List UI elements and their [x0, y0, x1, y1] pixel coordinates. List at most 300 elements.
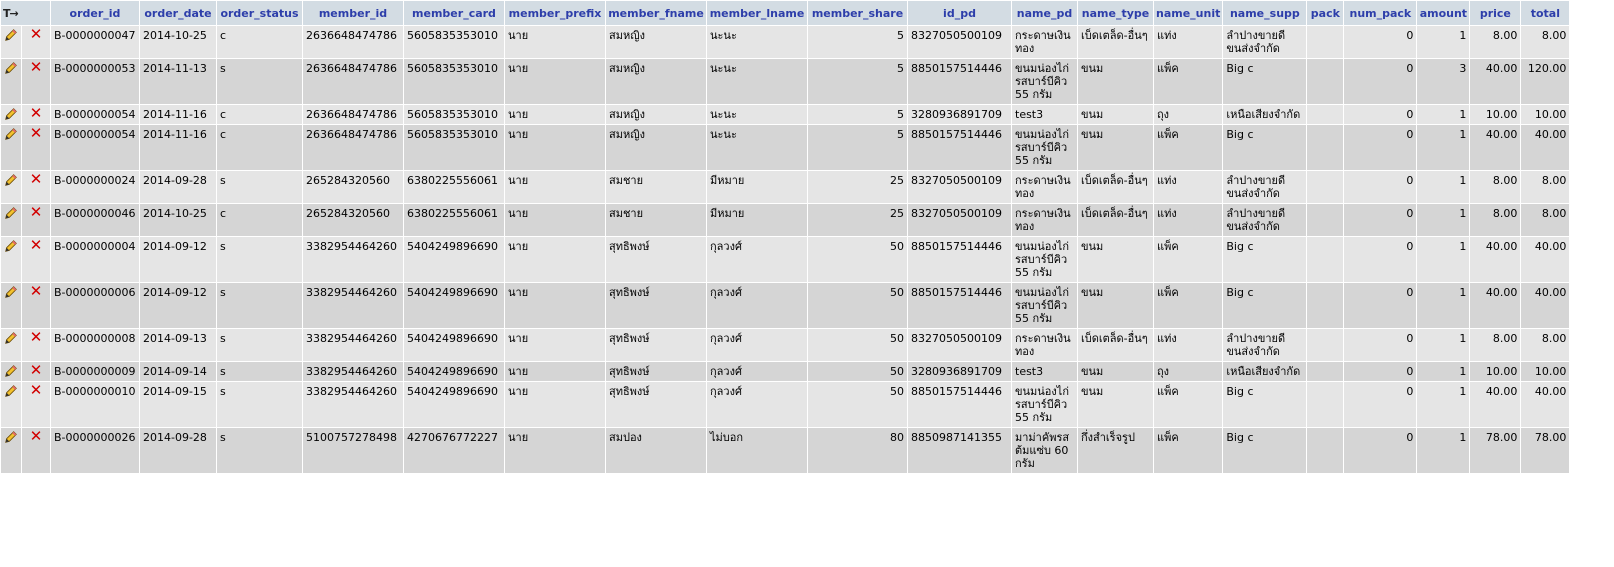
col-header[interactable]: order_status [217, 1, 302, 25]
col-header[interactable]: id_pd [908, 1, 1011, 25]
cell-name_supp: Big c [1223, 237, 1306, 282]
cell-id_pd: 3280936891709 [908, 105, 1011, 124]
edit-cell[interactable] [1, 105, 21, 124]
edit-cell[interactable] [1, 428, 21, 473]
sort-corner[interactable] [1, 1, 50, 25]
delete-cell[interactable] [22, 382, 50, 427]
delete-x-icon[interactable]: ✕ [29, 283, 43, 300]
cell-amount: 1 [1417, 237, 1469, 282]
cell-member_lname: นะนะ [707, 105, 807, 124]
cell-num_pack: 0 [1344, 329, 1416, 361]
cell-name_type: เบ็ดเตล็ด-อื่นๆ [1078, 26, 1153, 58]
delete-cell[interactable] [22, 59, 50, 104]
table-row [1, 59, 1569, 104]
edit-cell[interactable] [1, 283, 21, 328]
delete-x-icon[interactable]: ✕ [29, 329, 43, 346]
cell-name_pd: test3 [1012, 105, 1077, 124]
edit-cell[interactable] [1, 26, 21, 58]
cell-order_id: B-0000000006 [51, 283, 139, 328]
pencil-edit-icon[interactable] [4, 61, 18, 75]
cell-num_pack: 0 [1344, 204, 1416, 236]
cell-id_pd: 8850157514446 [908, 125, 1011, 170]
cell-name_unit: แพ็ค [1154, 237, 1222, 282]
cell-order_date: 2014-09-28 [140, 428, 216, 473]
cell-member_fname: สุทธิพงษ์ [606, 382, 706, 427]
cell-member_share: 50 [808, 237, 907, 282]
cell-member_share: 5 [808, 125, 907, 170]
cell-name_type: เบ็ดเตล็ด-อื่นๆ [1078, 204, 1153, 236]
delete-x-icon[interactable]: ✕ [29, 125, 43, 142]
delete-x-icon[interactable]: ✕ [29, 362, 43, 379]
cell-id_pd: 8850987141355 [908, 428, 1011, 473]
cell-member_share: 50 [808, 283, 907, 328]
cell-amount: 3 [1417, 59, 1469, 104]
cell-total: 78.00 [1521, 428, 1569, 473]
cell-price: 40.00 [1470, 59, 1520, 104]
cell-member_prefix: นาย [505, 125, 605, 170]
cell-name_supp: ลำปางขายดีขนส่งจำกัด [1223, 329, 1306, 361]
delete-x-icon[interactable]: ✕ [29, 105, 43, 122]
table-row [1, 382, 1569, 427]
cell-num_pack: 0 [1344, 125, 1416, 170]
cell-member_prefix: นาย [505, 59, 605, 104]
cell-pack [1307, 125, 1343, 170]
cell-id_pd: 8850157514446 [908, 237, 1011, 282]
delete-x-icon[interactable]: ✕ [29, 428, 43, 445]
table-row [1, 428, 1569, 473]
cell-total: 8.00 [1521, 26, 1569, 58]
cell-member_card: 5605835353010 [404, 125, 504, 170]
cell-member_share: 5 [808, 105, 907, 124]
table-body [1, 26, 1569, 473]
delete-x-icon[interactable]: ✕ [29, 171, 43, 188]
table-row [1, 237, 1569, 282]
delete-x-icon[interactable]: ✕ [29, 382, 43, 399]
table-row [1, 329, 1569, 361]
col-header[interactable]: member_id [303, 1, 403, 25]
cell-name_supp: ลำปางขายดีขนส่งจำกัด [1223, 26, 1306, 58]
cell-member_lname: นะนะ [707, 125, 807, 170]
cell-name_type: กึ่งสำเร็จรูป [1078, 428, 1153, 473]
cell-amount: 1 [1417, 171, 1469, 203]
cell-price: 10.00 [1470, 105, 1520, 124]
cell-member_card: 5605835353010 [404, 26, 504, 58]
cell-name_unit: แท่ง [1154, 329, 1222, 361]
cell-price: 8.00 [1470, 329, 1520, 361]
cell-num_pack: 0 [1344, 428, 1416, 473]
col-header[interactable]: member_lname [707, 1, 807, 25]
delete-cell[interactable] [22, 237, 50, 282]
cell-order_status: s [217, 171, 302, 203]
delete-cell[interactable] [22, 362, 50, 381]
cell-name_unit: แท่ง [1154, 26, 1222, 58]
cell-name_type: ขนม [1078, 105, 1153, 124]
cell-amount: 1 [1417, 26, 1469, 58]
cell-total: 40.00 [1521, 382, 1569, 427]
cell-member_prefix: นาย [505, 204, 605, 236]
cell-order_status: c [217, 26, 302, 58]
cell-name_unit: แท่ง [1154, 204, 1222, 236]
cell-member_id: 2636648474786 [303, 125, 403, 170]
cell-member_fname: สมปอง [606, 428, 706, 473]
cell-total: 8.00 [1521, 204, 1569, 236]
cell-member_share: 25 [808, 171, 907, 203]
col-header[interactable]: pack [1307, 1, 1343, 25]
table-row [1, 171, 1569, 203]
cell-member_lname: นะนะ [707, 26, 807, 58]
cell-num_pack: 0 [1344, 237, 1416, 282]
pencil-edit-icon[interactable] [4, 127, 18, 141]
cell-name_supp: ลำปางขายดีขนส่งจำกัด [1223, 204, 1306, 236]
cell-order_date: 2014-09-28 [140, 171, 216, 203]
cell-name_supp: Big c [1223, 59, 1306, 104]
cell-id_pd: 8327050500109 [908, 204, 1011, 236]
cell-member_card: 4270676772227 [404, 428, 504, 473]
col-header[interactable]: member_share [808, 1, 907, 25]
cell-member_card: 5605835353010 [404, 105, 504, 124]
cell-price: 40.00 [1470, 283, 1520, 328]
cell-order_status: c [217, 204, 302, 236]
cell-name_type: ขนม [1078, 237, 1153, 282]
cell-name_type: เบ็ดเตล็ด-อื่นๆ [1078, 171, 1153, 203]
cell-member_fname: สมหญิง [606, 59, 706, 104]
pencil-edit-icon[interactable] [4, 28, 18, 42]
cell-pack [1307, 59, 1343, 104]
cell-order_status: s [217, 283, 302, 328]
cell-member_share: 25 [808, 204, 907, 236]
delete-x-icon[interactable]: ✕ [29, 237, 43, 254]
cell-num_pack: 0 [1344, 382, 1416, 427]
cell-id_pd: 8850157514446 [908, 59, 1011, 104]
pencil-edit-icon[interactable] [4, 331, 18, 345]
cell-member_card: 6380225556061 [404, 171, 504, 203]
cell-name_pd: ขนมน่องไก่รสบาร์บีคิว 55 กรัม [1012, 283, 1077, 328]
col-header[interactable]: member_prefix [505, 1, 605, 25]
edit-cell[interactable] [1, 382, 21, 427]
cell-member_prefix: นาย [505, 428, 605, 473]
cell-total: 10.00 [1521, 105, 1569, 124]
cell-order_id: B-0000000026 [51, 428, 139, 473]
col-header[interactable]: num_pack [1344, 1, 1416, 25]
pencil-edit-icon[interactable] [4, 206, 18, 220]
t-arrow-icon[interactable]: T→ [3, 6, 18, 20]
cell-member_lname: มีหมาย [707, 204, 807, 236]
cell-name_pd: กระดาษเงินทอง [1012, 329, 1077, 361]
cell-member_lname: กุลวงศ์ [707, 382, 807, 427]
col-header[interactable]: name_type [1078, 1, 1153, 25]
col-header[interactable]: order_date [140, 1, 216, 25]
cell-order_id: B-0000000054 [51, 125, 139, 170]
cell-member_share: 5 [808, 59, 907, 104]
cell-order_date: 2014-09-13 [140, 329, 216, 361]
cell-member_fname: สุทธิพงษ์ [606, 329, 706, 361]
pencil-edit-icon[interactable] [4, 430, 18, 444]
header-row [1, 1, 1569, 25]
cell-pack [1307, 362, 1343, 381]
cell-amount: 1 [1417, 125, 1469, 170]
cell-amount: 1 [1417, 329, 1469, 361]
cell-member_prefix: นาย [505, 171, 605, 203]
cell-total: 120.00 [1521, 59, 1569, 104]
cell-member_prefix: นาย [505, 362, 605, 381]
cell-order_date: 2014-09-15 [140, 382, 216, 427]
delete-x-icon[interactable]: ✕ [29, 204, 43, 221]
delete-x-icon[interactable]: ✕ [29, 59, 43, 76]
cell-price: 8.00 [1470, 171, 1520, 203]
cell-name_unit: แพ็ค [1154, 125, 1222, 170]
cell-order_date: 2014-10-25 [140, 26, 216, 58]
cell-order_status: s [217, 382, 302, 427]
cell-order_status: s [217, 329, 302, 361]
col-header[interactable]: total [1521, 1, 1569, 25]
pencil-edit-icon[interactable] [4, 107, 18, 121]
cell-member_lname: กุลวงศ์ [707, 329, 807, 361]
cell-order_id: B-0000000008 [51, 329, 139, 361]
table-row [1, 26, 1569, 58]
cell-member_card: 5605835353010 [404, 59, 504, 104]
cell-name_supp: ลำปางขายดีขนส่งจำกัด [1223, 171, 1306, 203]
cell-member_prefix: นาย [505, 283, 605, 328]
delete-cell[interactable] [22, 204, 50, 236]
cell-num_pack: 0 [1344, 26, 1416, 58]
cell-price: 10.00 [1470, 362, 1520, 381]
cell-order_id: B-0000000054 [51, 105, 139, 124]
edit-cell[interactable] [1, 237, 21, 282]
cell-member_share: 50 [808, 382, 907, 427]
cell-order_id: B-0000000004 [51, 237, 139, 282]
cell-member_card: 5404249896690 [404, 329, 504, 361]
cell-member_fname: สุทธิพงษ์ [606, 362, 706, 381]
cell-order_status: s [217, 362, 302, 381]
cell-id_pd: 8327050500109 [908, 171, 1011, 203]
cell-member_share: 50 [808, 362, 907, 381]
cell-pack [1307, 204, 1343, 236]
cell-member_fname: สมชาย [606, 204, 706, 236]
cell-member_share: 80 [808, 428, 907, 473]
cell-member_fname: สุทธิพงษ์ [606, 283, 706, 328]
cell-member_fname: สมชาย [606, 171, 706, 203]
cell-price: 8.00 [1470, 204, 1520, 236]
cell-name_supp: เหนือเสียงจำกัด [1223, 105, 1306, 124]
cell-amount: 1 [1417, 428, 1469, 473]
table-row [1, 283, 1569, 328]
col-header[interactable]: name_unit [1154, 1, 1222, 25]
col-header[interactable]: member_card [404, 1, 504, 25]
cell-name_unit: แท่ง [1154, 171, 1222, 203]
edit-cell[interactable] [1, 125, 21, 170]
cell-id_pd: 8850157514446 [908, 283, 1011, 328]
cell-total: 40.00 [1521, 283, 1569, 328]
cell-name_unit: แพ็ค [1154, 428, 1222, 473]
cell-price: 40.00 [1470, 125, 1520, 170]
cell-member_prefix: นาย [505, 105, 605, 124]
cell-total: 40.00 [1521, 125, 1569, 170]
delete-cell[interactable] [22, 105, 50, 124]
cell-total: 10.00 [1521, 362, 1569, 381]
table-row [1, 362, 1569, 381]
cell-name_pd: กระดาษเงินทอง [1012, 204, 1077, 236]
cell-order_status: c [217, 125, 302, 170]
cell-name_pd: มาม่าคัพรสต้มแซ่บ 60 กรัม [1012, 428, 1077, 473]
cell-pack [1307, 237, 1343, 282]
cell-pack [1307, 283, 1343, 328]
cell-member_id: 2636648474786 [303, 26, 403, 58]
cell-amount: 1 [1417, 362, 1469, 381]
table-row [1, 125, 1569, 170]
cell-name_pd: ขนมน่องไก่รสบาร์บีคิว 55 กรัม [1012, 237, 1077, 282]
edit-cell[interactable] [1, 171, 21, 203]
cell-member_fname: สมหญิง [606, 26, 706, 58]
cell-member_prefix: นาย [505, 26, 605, 58]
cell-member_fname: สมหญิง [606, 125, 706, 170]
cell-name_unit: แพ็ค [1154, 283, 1222, 328]
cell-name_supp: Big c [1223, 283, 1306, 328]
cell-name_pd: ขนมน่องไก่รสบาร์บีคิว 55 กรัม [1012, 59, 1077, 104]
cell-num_pack: 0 [1344, 283, 1416, 328]
delete-cell[interactable] [22, 26, 50, 58]
pencil-edit-icon[interactable] [4, 384, 18, 398]
col-header[interactable]: amount [1417, 1, 1469, 25]
cell-order_date: 2014-09-12 [140, 237, 216, 282]
cell-member_id: 3382954464260 [303, 362, 403, 381]
cell-member_card: 5404249896690 [404, 362, 504, 381]
cell-pack [1307, 105, 1343, 124]
pencil-edit-icon[interactable] [4, 173, 18, 187]
cell-member_card: 6380225556061 [404, 204, 504, 236]
edit-cell[interactable] [1, 362, 21, 381]
cell-order_id: B-0000000010 [51, 382, 139, 427]
col-header[interactable]: name_pd [1012, 1, 1077, 25]
cell-order_date: 2014-11-13 [140, 59, 216, 104]
cell-name_supp: Big c [1223, 125, 1306, 170]
cell-order_id: B-0000000009 [51, 362, 139, 381]
cell-member_card: 5404249896690 [404, 382, 504, 427]
cell-order_status: s [217, 428, 302, 473]
cell-amount: 1 [1417, 283, 1469, 328]
cell-member_lname: กุลวงศ์ [707, 362, 807, 381]
delete-cell[interactable] [22, 283, 50, 328]
col-header[interactable]: name_supp [1223, 1, 1306, 25]
cell-order_date: 2014-11-16 [140, 105, 216, 124]
cell-order_status: c [217, 105, 302, 124]
cell-name_type: ขนม [1078, 283, 1153, 328]
cell-pack [1307, 329, 1343, 361]
cell-pack [1307, 382, 1343, 427]
cell-pack [1307, 428, 1343, 473]
cell-name_type: ขนม [1078, 362, 1153, 381]
cell-id_pd: 3280936891709 [908, 362, 1011, 381]
cell-member_prefix: นาย [505, 237, 605, 282]
cell-id_pd: 8850157514446 [908, 382, 1011, 427]
cell-name_unit: แพ็ค [1154, 59, 1222, 104]
cell-name_type: ขนม [1078, 125, 1153, 170]
cell-order_date: 2014-09-14 [140, 362, 216, 381]
pencil-edit-icon[interactable] [4, 285, 18, 299]
edit-cell[interactable] [1, 59, 21, 104]
edit-cell[interactable] [1, 204, 21, 236]
cell-order_id: B-0000000046 [51, 204, 139, 236]
cell-member_id: 3382954464260 [303, 382, 403, 427]
delete-cell[interactable] [22, 171, 50, 203]
pencil-edit-icon[interactable] [4, 239, 18, 253]
col-header[interactable]: member_fname [606, 1, 706, 25]
cell-member_id: 265284320560 [303, 204, 403, 236]
edit-cell[interactable] [1, 329, 21, 361]
cell-member_lname: มีหมาย [707, 171, 807, 203]
cell-member_share: 50 [808, 329, 907, 361]
cell-name_supp: เหนือเสียงจำกัด [1223, 362, 1306, 381]
cell-member_id: 5100757278498 [303, 428, 403, 473]
cell-amount: 1 [1417, 105, 1469, 124]
cell-name_pd: test3 [1012, 362, 1077, 381]
cell-order_date: 2014-09-12 [140, 283, 216, 328]
cell-order_date: 2014-10-25 [140, 204, 216, 236]
cell-name_type: เบ็ดเตล็ด-อื่นๆ [1078, 329, 1153, 361]
cell-total: 8.00 [1521, 329, 1569, 361]
cell-member_id: 2636648474786 [303, 105, 403, 124]
cell-name_unit: ถุง [1154, 362, 1222, 381]
cell-member_lname: กุลวงศ์ [707, 237, 807, 282]
delete-x-icon[interactable]: ✕ [29, 26, 43, 43]
cell-name_pd: ขนมน่องไก่รสบาร์บีคิว 55 กรัม [1012, 382, 1077, 427]
cell-num_pack: 0 [1344, 362, 1416, 381]
cell-name_unit: ถุง [1154, 105, 1222, 124]
cell-order_status: s [217, 237, 302, 282]
cell-member_id: 3382954464260 [303, 283, 403, 328]
cell-price: 40.00 [1470, 237, 1520, 282]
cell-order_status: s [217, 59, 302, 104]
col-header[interactable]: price [1470, 1, 1520, 25]
table-row [1, 105, 1569, 124]
cell-name_pd: กระดาษเงินทอง [1012, 171, 1077, 203]
cell-price: 40.00 [1470, 382, 1520, 427]
col-header[interactable]: order_id [51, 1, 139, 25]
cell-member_card: 5404249896690 [404, 283, 504, 328]
cell-member_lname: นะนะ [707, 59, 807, 104]
cell-order_id: B-0000000024 [51, 171, 139, 203]
pencil-edit-icon[interactable] [4, 364, 18, 378]
cell-price: 8.00 [1470, 26, 1520, 58]
delete-cell[interactable] [22, 125, 50, 170]
cell-name_supp: Big c [1223, 382, 1306, 427]
cell-member_prefix: นาย [505, 382, 605, 427]
cell-amount: 1 [1417, 382, 1469, 427]
cell-num_pack: 0 [1344, 59, 1416, 104]
cell-member_fname: สุทธิพงษ์ [606, 237, 706, 282]
cell-num_pack: 0 [1344, 105, 1416, 124]
cell-member_id: 265284320560 [303, 171, 403, 203]
cell-member_lname: กุลวงศ์ [707, 283, 807, 328]
cell-member_lname: ไม่บอก [707, 428, 807, 473]
cell-member_card: 5404249896690 [404, 237, 504, 282]
cell-amount: 1 [1417, 204, 1469, 236]
cell-total: 40.00 [1521, 237, 1569, 282]
cell-name_type: ขนม [1078, 382, 1153, 427]
cell-order_id: B-0000000053 [51, 59, 139, 104]
cell-name_pd: ขนมน่องไก่รสบาร์บีคิว 55 กรัม [1012, 125, 1077, 170]
cell-pack [1307, 26, 1343, 58]
cell-member_prefix: นาย [505, 329, 605, 361]
cell-price: 78.00 [1470, 428, 1520, 473]
cell-name_unit: แพ็ค [1154, 382, 1222, 427]
cell-member_id: 3382954464260 [303, 329, 403, 361]
delete-cell[interactable] [22, 329, 50, 361]
cell-total: 8.00 [1521, 171, 1569, 203]
cell-order_date: 2014-11-16 [140, 125, 216, 170]
delete-cell[interactable] [22, 428, 50, 473]
table-row [1, 204, 1569, 236]
cell-member_id: 3382954464260 [303, 237, 403, 282]
